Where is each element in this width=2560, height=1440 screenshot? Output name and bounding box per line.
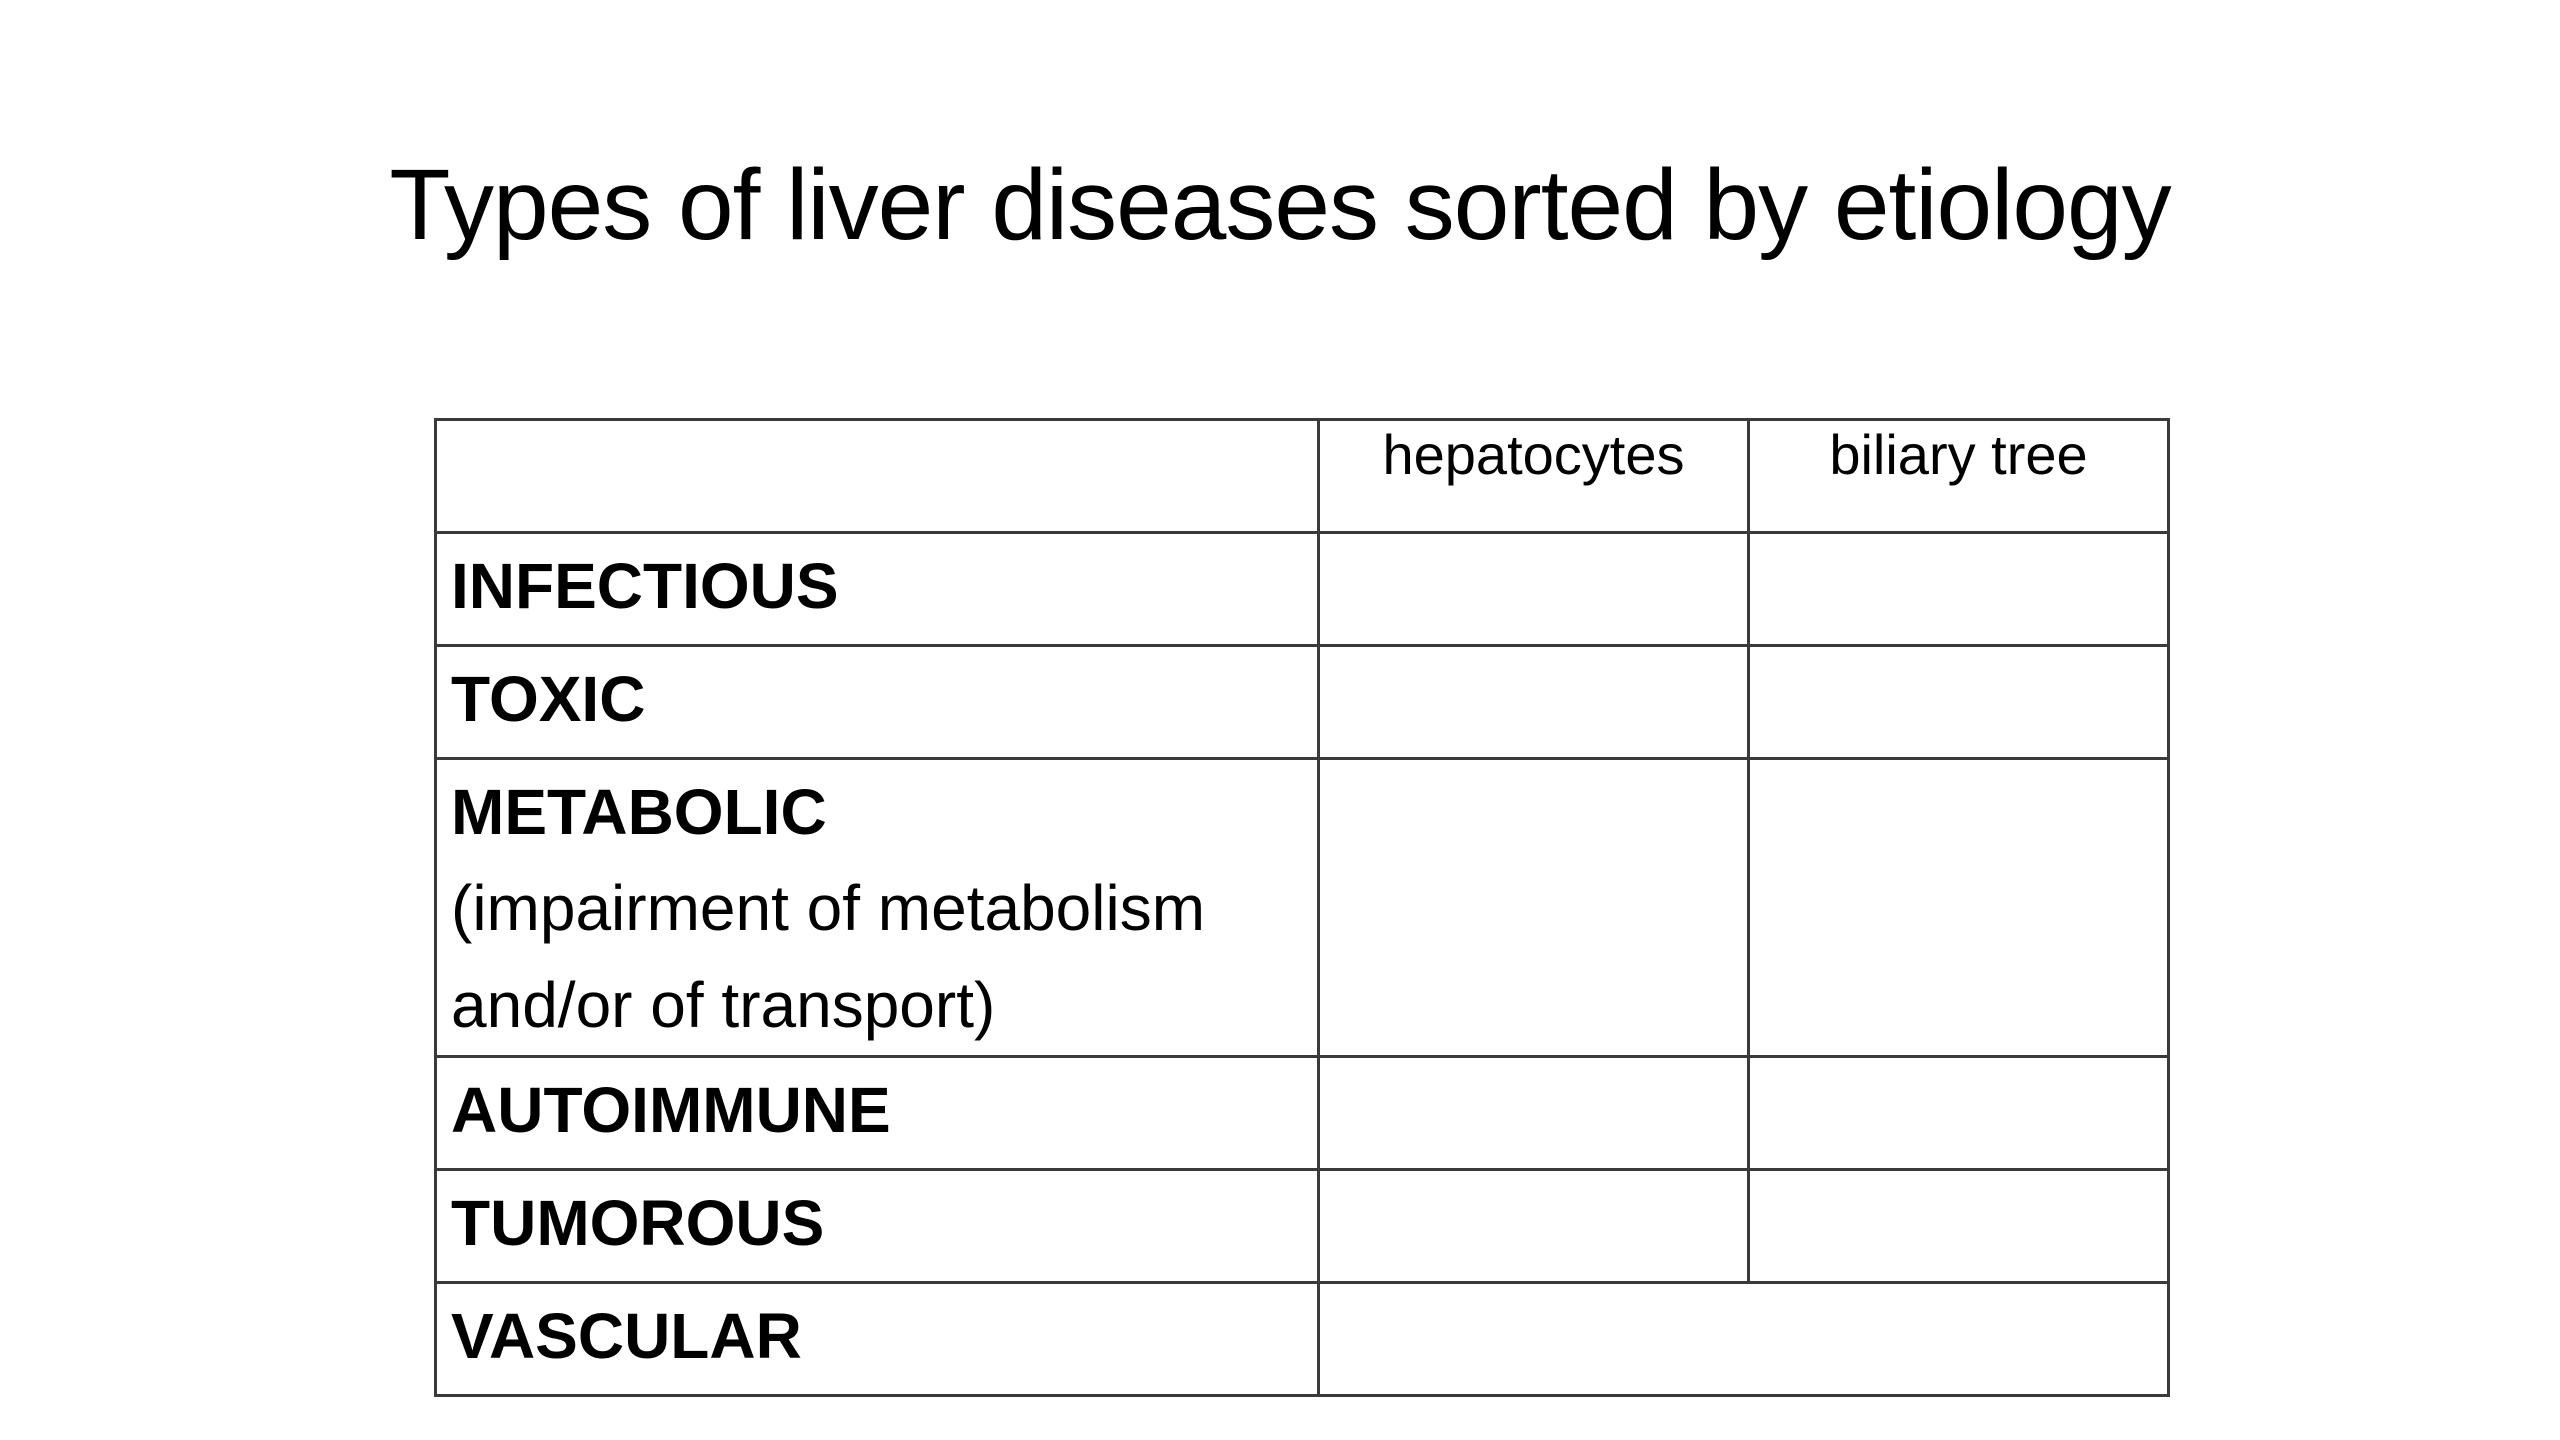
row-label-cell (436, 646, 1319, 759)
table-row (436, 1169, 2169, 1282)
row-label-cell (436, 1169, 1319, 1282)
cell-metabolic-biliary (1749, 759, 2169, 1057)
row-label-cell (436, 1056, 1319, 1169)
row-label-cell (436, 1282, 1319, 1395)
row-label-cell (436, 533, 1319, 646)
slide-title: Types of liver diseases sorted by etiology (389, 149, 2171, 261)
row-sublabel-metabolic: (impairment of metabolism and/or of transport) (451, 872, 1205, 1042)
cell-infectious-hepatocytes (1319, 533, 1749, 646)
cell-vascular-merged (1319, 1282, 2169, 1395)
cell-toxic-hepatocytes (1319, 646, 1749, 759)
cell-autoimmune-hepatocytes (1319, 1056, 1749, 1169)
header-hepatocytes: hepatocytes (1319, 420, 1749, 533)
cell-tumorous-hepatocytes (1319, 1169, 1749, 1282)
etiology-table (434, 418, 2170, 1397)
cell-toxic-biliary (1749, 646, 2169, 759)
table-header-row (436, 420, 2169, 533)
cell-tumorous-biliary (1749, 1169, 2169, 1282)
cell-autoimmune-biliary (1749, 1056, 2169, 1169)
row-label-metabolic: METABOLIC (451, 776, 827, 848)
row-label-autoimmune: AUTOIMMUNE (451, 1073, 891, 1146)
row-label-vascular: VASCULAR (451, 1299, 802, 1372)
table-row (436, 1282, 2169, 1395)
cell-metabolic-hepatocytes (1319, 759, 1749, 1057)
table-row (436, 646, 2169, 759)
header-corner-cell (436, 420, 1319, 533)
table-row (436, 759, 2169, 1057)
table-row (436, 1056, 2169, 1169)
row-label-toxic: TOXIC (451, 663, 646, 735)
row-label-cell (436, 759, 1319, 1057)
cell-infectious-biliary (1749, 533, 2169, 646)
header-biliary-tree: biliary tree (1749, 420, 2169, 533)
row-label-infectious: INFECTIOUS (451, 550, 839, 622)
table-row (436, 533, 2169, 646)
row-label-tumorous: TUMOROUS (451, 1186, 825, 1259)
